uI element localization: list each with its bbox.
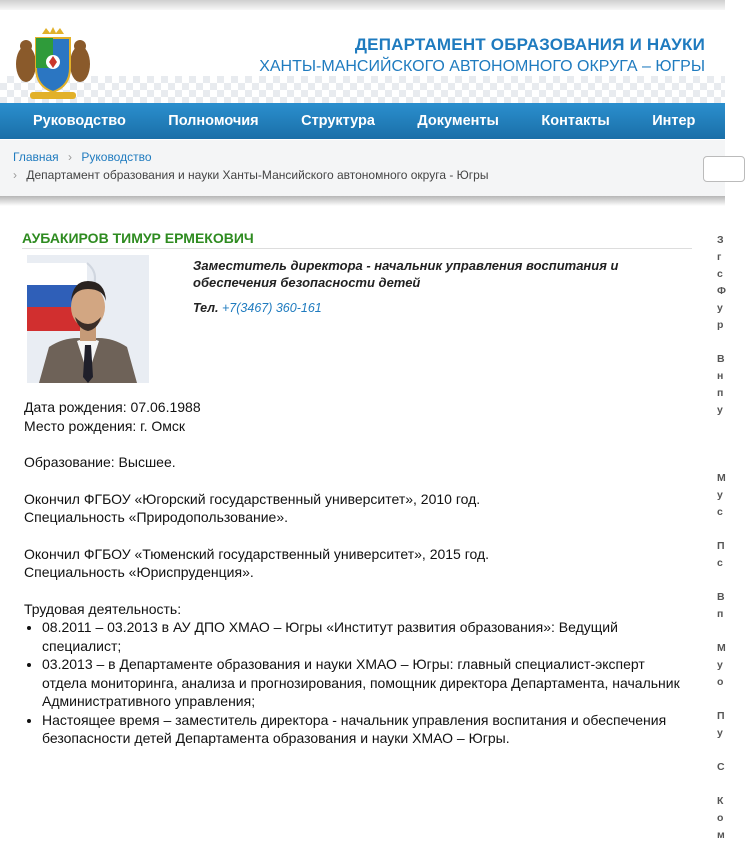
sidebar-fragment: у [717,727,723,739]
sidebar-fragment [717,742,737,759]
sidebar-fragment: о [717,676,724,688]
list-item: • 03.2013 – в Департаменте образования и науки ХМАО – Югры: главный специалист-эксперт отдела мониторинга, анализа и прогнозирования, помощник директора Департамента, начальник Административного управления; [42,655,684,711]
sidebar-fragment: у [717,404,723,416]
list-item: • 08.2011 – 03.2013 в АУ ДПО ХМАО – Югры «Институт развития образования»: Ведущий специалист; [42,618,684,655]
sidebar-fragment: В [717,353,725,365]
site-title-line1: ДЕПАРТАМЕНТ ОБРАЗОВАНИЯ И НАУКИ [354,35,705,54]
search-input[interactable] [703,156,745,182]
phone-link[interactable]: +7(3467) 360-161 [222,301,322,315]
nav-item-contacts[interactable]: Контакты [541,113,610,129]
work-heading: Трудовая деятельность: [24,600,182,617]
sidebar-clipped [717,232,737,844]
breadcrumb-current: Департамент образования и науки Ханты-Мансийского автономного округа - Югры [26,168,489,182]
birth-place: Место рождения: г. Омск [24,417,185,434]
sidebar-fragment: у [717,489,723,501]
education-1-university: Окончил ФГБОУ «Югорский государственный университет», 2010 год. [24,490,481,507]
sidebar-fragment: н [717,370,724,382]
breadcrumb-home[interactable]: Главная [13,150,59,164]
person-name: АУБАКИРОВ ТИМУР ЕРМЕКОВИЧ [22,230,254,246]
sidebar-fragment: К [717,795,724,807]
nav-item-powers[interactable]: Полномочия [168,113,259,129]
divider [22,248,692,249]
site-title[interactable] [259,35,705,76]
breadcrumb [0,140,725,196]
breadcrumb-separator-icon: › [68,150,73,164]
education-1-specialty: Специальность «Природопользование». [24,509,289,525]
sidebar-fragment [717,691,737,708]
sidebar-fragment: с [717,268,723,280]
sidebar-fragment [717,419,737,436]
sidebar-fragment: р [717,319,724,331]
breadcrumb-section[interactable]: Руководство [81,150,152,164]
breadcrumb-separator-icon: › [13,168,17,182]
sidebar-fragment: М [717,472,726,484]
sidebar-fragment: С [717,761,725,773]
sidebar-fragment: у [717,659,723,671]
sidebar-fragment: п [717,387,724,399]
sidebar-fragment [717,572,737,589]
breadcrumb-shadow [0,196,725,206]
education: Образование: Высшее. [24,454,176,470]
sidebar-fragment: г [717,251,722,263]
education-2-university: Окончил ФГБОУ «Тюменский государственный университет», 2015 год. [24,545,490,562]
sidebar-fragment: М [717,642,726,654]
person-phone [193,301,322,315]
sidebar-fragment [717,453,737,470]
sidebar-fragment: З [717,234,724,246]
site-header [0,10,725,105]
sidebar-fragment: П [717,540,725,552]
sidebar-fragment [717,521,737,538]
sidebar-fragment [717,436,737,453]
sidebar-fragment: м [717,829,725,841]
nav-item-leadership[interactable]: Руководство [33,113,126,129]
sidebar-fragment [717,334,737,351]
sidebar-fragment [717,776,737,793]
work-list [24,618,684,748]
sidebar-fragment: П [717,710,725,722]
nav-item-internet[interactable]: Интер [652,113,696,129]
biography [24,398,684,748]
sidebar-fragment: с [717,557,723,569]
list-item: • Настоящее время – заместитель директора - начальник управления воспитания и обеспечения безопасности детей Департамента образования и науки ХМАО – Югры. [42,711,684,748]
coat-of-arms-logo[interactable] [12,24,94,102]
sidebar-fragment: о [717,812,724,824]
sidebar-fragment [717,623,737,640]
nav-item-structure[interactable]: Структура [301,113,375,129]
header-ornament [0,76,725,104]
sidebar-fragment: В [717,591,725,603]
birth-date: Дата рождения: 07.06.1988 [24,399,201,415]
site-title-line2: ХАНТЫ-МАНСИЙСКОГО АВТОНОМНОГО ОКРУГА – ЮГРЫ [259,58,705,75]
sidebar-fragment: у [717,302,723,314]
sidebar-fragment: с [717,506,723,518]
person-position: Заместитель директора - начальник управления воспитания и обеспечения безопасности детей [193,258,619,290]
sidebar-fragment: Ф [717,285,726,297]
phone-label: Тел. [193,301,219,315]
main-nav [0,103,725,139]
sidebar-fragment: п [717,608,724,620]
nav-item-documents[interactable]: Документы [417,113,499,129]
person-photo [27,255,149,383]
education-2-specialty: Специальность «Юриспруденция». [24,564,254,580]
